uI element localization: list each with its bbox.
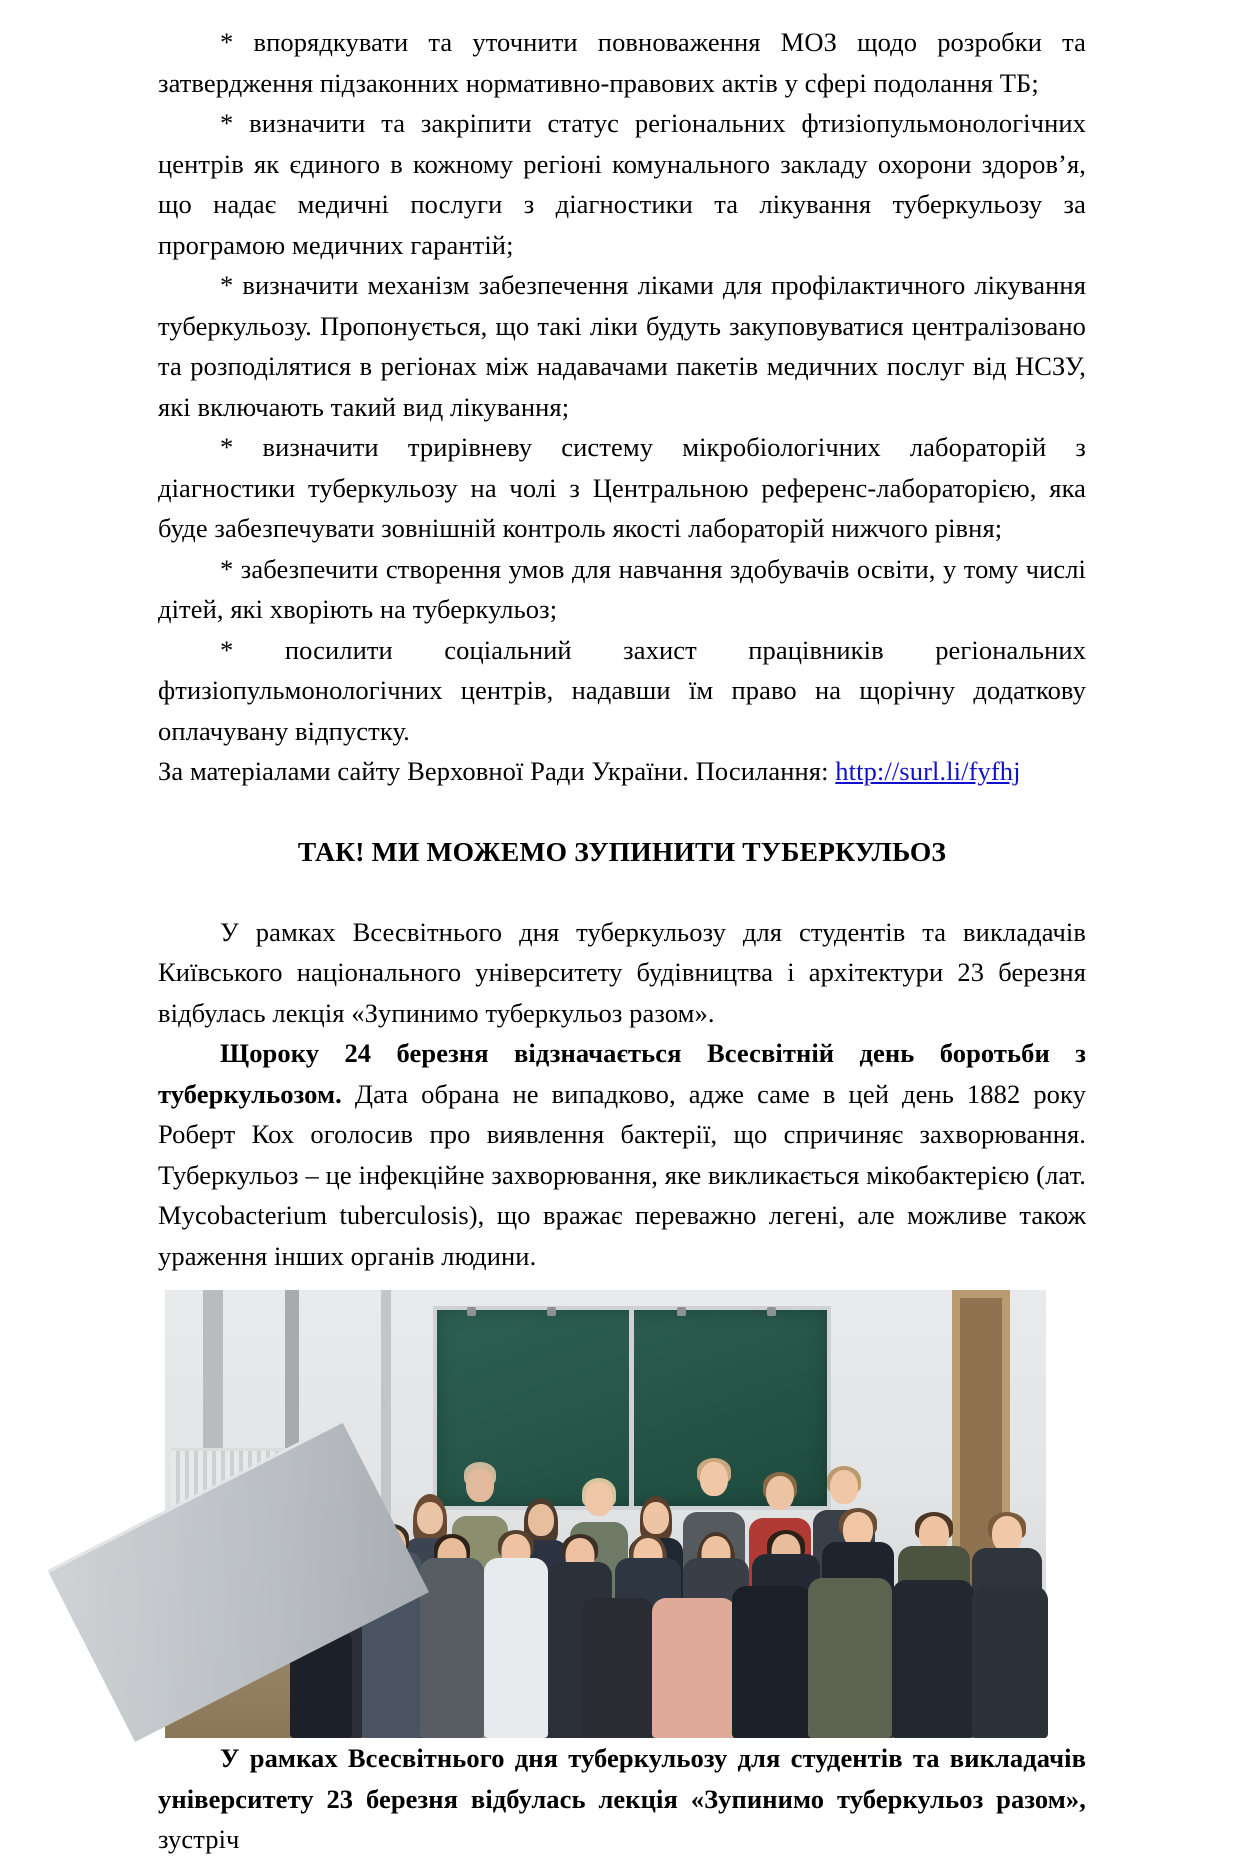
torso — [972, 1586, 1048, 1738]
person — [483, 1442, 549, 1738]
paragraph-date — [158, 1033, 1086, 1276]
paragraph-bullet-3: * визначити механізм забезпечення ліками для профілактичного лікування туберкульозу. Пропонується, що такі ліки будуть закуповуватися централізовано та розподілятися в регіонах між надавачами пакетів медичних послуг від НСЗУ, які включають такий вид лікування; — [158, 270, 1086, 422]
chalkboard-clip — [547, 1307, 556, 1316]
paragraph-bottom-rest: зустріч — [158, 1824, 240, 1854]
person — [731, 1486, 813, 1738]
person — [651, 1478, 737, 1738]
paragraph-bottom — [158, 1738, 1086, 1860]
chalkboard-clip — [767, 1307, 776, 1316]
paragraph-bullet-4: * визначити трирівневу систему мікробіологічних лабораторій з діагностики туберкульозу на чолі з Центральною референс-лабораторією, яка буде забезпечувати зовнішній контроль якості лабораторій нижчого рівня; — [158, 432, 1086, 543]
torso — [652, 1598, 736, 1738]
paragraph-bottom-bold-lead: У рамках Всесвітнього дня туберкульозу для студентів та викладачів університету 23 березня відбулась лекція «Зупинимо туберкульоз разом», — [158, 1743, 1086, 1814]
chalkboard-clip — [677, 1307, 686, 1316]
torso — [732, 1586, 812, 1738]
torso — [892, 1580, 974, 1738]
torso — [808, 1578, 892, 1738]
document-content — [158, 22, 1086, 1860]
spacer-below-heading — [158, 872, 1086, 912]
paragraph-bullet-6: * посилити соціальний захист працівників регіональних фтизіопульмонологічних центрів, надавши їм право на щорічну додаткову оплачувану відпустку. — [158, 634, 1086, 746]
group-photo — [165, 1290, 1046, 1738]
person — [891, 1476, 975, 1738]
page-heading: ТАК! МИ МОЖЕМО ЗУПИНИТИ ТУБЕРКУЛЬОЗ — [297, 835, 947, 867]
torso — [420, 1558, 484, 1738]
source-line-prefix: За матеріалами сайту Верховної Ради України. Посилання: — [158, 756, 836, 786]
paragraph-intro: У рамках Всесвітнього дня туберкульозу для студентів та викладачів Київського національного університету будівництва і архітектури 23 березня відбулась лекція «Зупинимо туберкульоз разом». — [158, 916, 1086, 1028]
source-url-link[interactable]: http://surl.li/fyfhj — [835, 756, 1021, 786]
person — [581, 1470, 655, 1738]
person — [971, 1484, 1049, 1738]
paragraph-date-rest: Дата обрана не випадково, адже саме в цей день 1882 року Роберт Кох оголосив про виявлення бактерії, що спричиняє захворювання. Туберкульоз – це інфекційне захворювання, яке викликається мікобактерією (лат. Mycobacterium tuberculosis), що вражає переважно легені, але можливе також ураження інших органів людини. — [158, 1078, 1086, 1271]
paragraph-bullet-2: * визначити та закріпити статус регіональних фтизіопульмонологічних центрів як єдиного в кожному регіоні комунального закладу охорони здоров’я, що надає медичні послуги з діагностики та лікування туберкульозу за програмою медичних гарантій; — [158, 108, 1086, 260]
chalkboard-clip — [467, 1307, 476, 1316]
torso — [484, 1558, 548, 1738]
source-line — [158, 751, 1086, 792]
paragraph-date-bold-lead: Щороку 24 березня відзначається Всесвітній день боротьби з туберкульозом. — [158, 1038, 1086, 1109]
person — [419, 1448, 485, 1738]
photo-canvas — [165, 1290, 1046, 1738]
person — [807, 1470, 893, 1738]
spacer-above-heading — [158, 792, 1086, 832]
paragraph-bullet-1: * впорядкувати та уточнити повноваження МОЗ щодо розробки та затвердження підзаконних нормативно-правових актів у сфері подолання ТБ; — [158, 27, 1086, 98]
paragraph-bullet-5: * забезпечити створення умов для навчання здобувачів освіти, у тому числі дітей, які хворіють на туберкульоз; — [158, 553, 1086, 624]
torso — [582, 1598, 654, 1738]
